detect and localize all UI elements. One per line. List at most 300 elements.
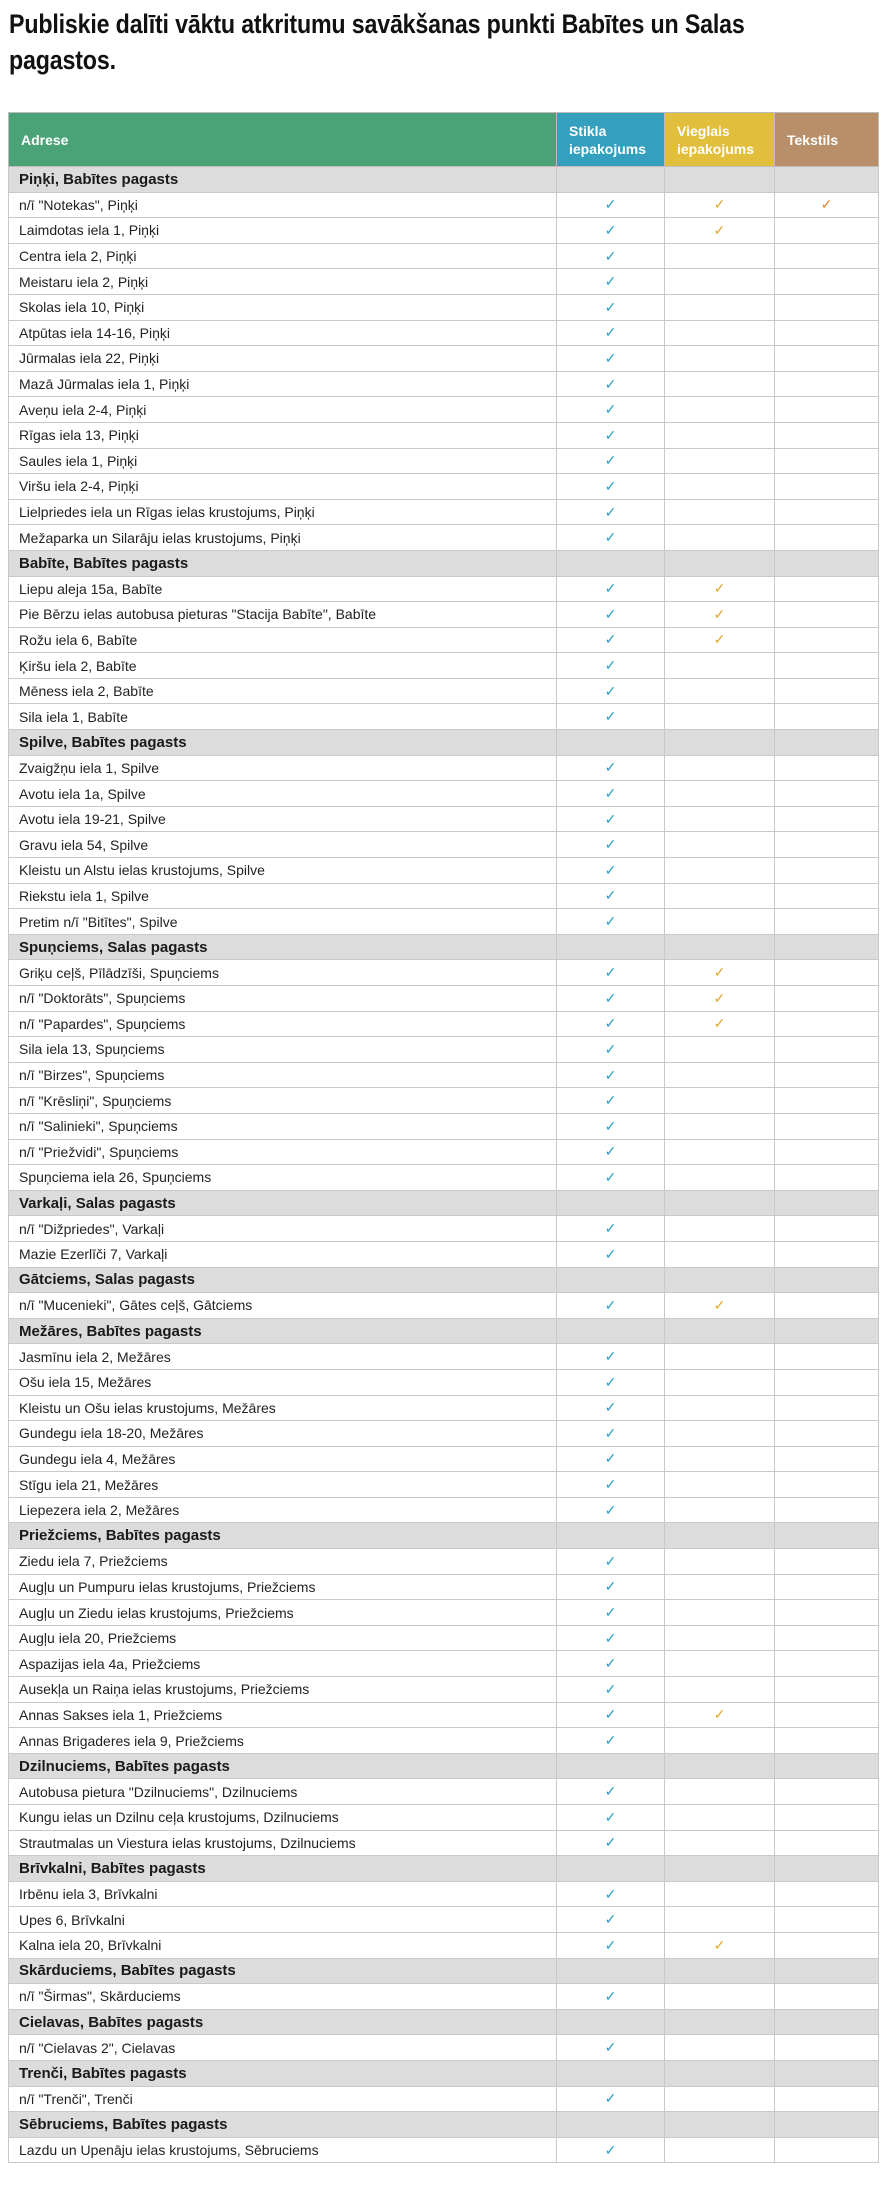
glass-check-icon: ✓ xyxy=(557,1011,665,1037)
group-empty-cell xyxy=(775,1267,879,1293)
group-name: Mežāres, Babītes pagasts xyxy=(9,1318,557,1344)
light-packaging-check-icon: ✓ xyxy=(665,1293,775,1319)
group-empty-cell xyxy=(665,1267,775,1293)
glass-check-icon: ✓ xyxy=(557,1600,665,1626)
light-empty-cell xyxy=(665,1549,775,1575)
light-empty-cell xyxy=(665,2137,775,2163)
address-cell: Zvaigžņu iela 1, Spilve xyxy=(9,755,557,781)
textile-empty-cell xyxy=(775,1907,879,1933)
light-empty-cell xyxy=(665,1625,775,1651)
glass-check-icon: ✓ xyxy=(557,1139,665,1165)
address-cell: Riekstu iela 1, Spilve xyxy=(9,883,557,909)
light-empty-cell xyxy=(665,1907,775,1933)
group-empty-cell xyxy=(557,934,665,960)
light-packaging-check-icon: ✓ xyxy=(665,1702,775,1728)
textile-empty-cell xyxy=(775,1984,879,2010)
table-row xyxy=(9,653,879,679)
glass-check-icon: ✓ xyxy=(557,1677,665,1703)
light-empty-cell xyxy=(665,422,775,448)
light-empty-cell xyxy=(665,704,775,730)
textile-empty-cell xyxy=(775,1677,879,1703)
table-row xyxy=(9,1932,879,1958)
address-cell: Viršu iela 2-4, Piņķi xyxy=(9,474,557,500)
table-row xyxy=(9,1062,879,1088)
table-row xyxy=(9,1984,879,2010)
group-header-row xyxy=(9,1753,879,1779)
table-row xyxy=(9,1497,879,1523)
glass-check-icon: ✓ xyxy=(557,474,665,500)
textile-empty-cell xyxy=(775,1241,879,1267)
group-empty-cell xyxy=(557,1753,665,1779)
group-empty-cell xyxy=(775,1753,879,1779)
address-cell: Atpūtas iela 14-16, Piņķi xyxy=(9,320,557,346)
group-empty-cell xyxy=(557,1190,665,1216)
group-empty-cell xyxy=(557,2112,665,2138)
group-empty-cell xyxy=(557,550,665,576)
glass-check-icon: ✓ xyxy=(557,653,665,679)
light-empty-cell xyxy=(665,499,775,525)
address-cell: Augļu iela 20, Priežciems xyxy=(9,1625,557,1651)
glass-check-icon: ✓ xyxy=(557,1165,665,1191)
group-name: Spilve, Babītes pagasts xyxy=(9,730,557,756)
glass-check-icon: ✓ xyxy=(557,2035,665,2061)
light-empty-cell xyxy=(665,294,775,320)
textile-empty-cell xyxy=(775,243,879,269)
address-cell: Avotu iela 19-21, Spilve xyxy=(9,806,557,832)
address-cell: Laimdotas iela 1, Piņķi xyxy=(9,218,557,244)
glass-check-icon: ✓ xyxy=(557,832,665,858)
glass-check-icon: ✓ xyxy=(557,1497,665,1523)
glass-check-icon: ✓ xyxy=(557,602,665,628)
textile-empty-cell xyxy=(775,832,879,858)
light-packaging-check-icon: ✓ xyxy=(665,960,775,986)
table-row xyxy=(9,960,879,986)
address-cell: Lazdu un Upenāju ielas krustojums, Sēbruciems xyxy=(9,2137,557,2163)
light-empty-cell xyxy=(665,1881,775,1907)
light-empty-cell xyxy=(665,1574,775,1600)
glass-check-icon: ✓ xyxy=(557,448,665,474)
light-empty-cell xyxy=(665,1369,775,1395)
table-row xyxy=(9,1907,879,1933)
textile-empty-cell xyxy=(775,1728,879,1754)
group-name: Piņķi, Babītes pagasts xyxy=(9,167,557,193)
table-row xyxy=(9,2137,879,2163)
glass-check-icon: ✓ xyxy=(557,576,665,602)
glass-check-icon: ✓ xyxy=(557,1805,665,1831)
address-cell: Ķiršu iela 2, Babīte xyxy=(9,653,557,679)
table-row xyxy=(9,1369,879,1395)
group-name: Priežciems, Babītes pagasts xyxy=(9,1523,557,1549)
light-empty-cell xyxy=(665,525,775,551)
collection-points-table-wrapper xyxy=(8,112,878,2163)
address-cell: Sila iela 1, Babīte xyxy=(9,704,557,730)
group-empty-cell xyxy=(665,1190,775,1216)
table-body xyxy=(9,167,879,2163)
group-empty-cell xyxy=(557,167,665,193)
textile-empty-cell xyxy=(775,1088,879,1114)
address-cell: n/ī "Priežvidi", Spuņciems xyxy=(9,1139,557,1165)
table-row xyxy=(9,1139,879,1165)
textile-empty-cell xyxy=(775,678,879,704)
group-name: Sēbruciems, Babītes pagasts xyxy=(9,2112,557,2138)
textile-empty-cell xyxy=(775,294,879,320)
address-cell: Lielpriedes iela un Rīgas ielas krustojums, Piņķi xyxy=(9,499,557,525)
textile-empty-cell xyxy=(775,397,879,423)
glass-check-icon: ✓ xyxy=(557,1907,665,1933)
glass-check-icon: ✓ xyxy=(557,2086,665,2112)
table-row xyxy=(9,218,879,244)
textile-empty-cell xyxy=(775,1446,879,1472)
address-cell: Ošu iela 15, Mežāres xyxy=(9,1369,557,1395)
address-cell: Mežaparka un Silarāju ielas krustojums, Piņķi xyxy=(9,525,557,551)
table-row xyxy=(9,1574,879,1600)
textile-empty-cell xyxy=(775,806,879,832)
textile-empty-cell xyxy=(775,1293,879,1319)
textile-empty-cell xyxy=(775,499,879,525)
glass-check-icon: ✓ xyxy=(557,1779,665,1805)
address-cell: Ausekļa un Raiņa ielas krustojums, Priežciems xyxy=(9,1677,557,1703)
glass-check-icon: ✓ xyxy=(557,1625,665,1651)
group-header-row xyxy=(9,2009,879,2035)
group-empty-cell xyxy=(557,730,665,756)
address-cell: Gravu iela 54, Spilve xyxy=(9,832,557,858)
group-empty-cell xyxy=(775,2060,879,2086)
table-row xyxy=(9,1088,879,1114)
table-row xyxy=(9,909,879,935)
group-empty-cell xyxy=(665,1318,775,1344)
table-row xyxy=(9,269,879,295)
textile-empty-cell xyxy=(775,781,879,807)
glass-check-icon: ✓ xyxy=(557,218,665,244)
address-cell: Rīgas iela 13, Piņķi xyxy=(9,422,557,448)
column-header-address: Adrese xyxy=(9,113,557,167)
table-row xyxy=(9,1805,879,1831)
address-cell: n/ī "Krēsliņi", Spuņciems xyxy=(9,1088,557,1114)
group-name: Babīte, Babītes pagasts xyxy=(9,550,557,576)
glass-check-icon: ✓ xyxy=(557,1984,665,2010)
light-empty-cell xyxy=(665,1984,775,2010)
table-row xyxy=(9,576,879,602)
address-cell: Mēness iela 2, Babīte xyxy=(9,678,557,704)
light-packaging-check-icon: ✓ xyxy=(665,218,775,244)
group-empty-cell xyxy=(557,1856,665,1882)
table-row xyxy=(9,1241,879,1267)
textile-empty-cell xyxy=(775,1216,879,1242)
address-cell: Gundegu iela 18-20, Mežāres xyxy=(9,1421,557,1447)
light-empty-cell xyxy=(665,320,775,346)
glass-check-icon: ✓ xyxy=(557,627,665,653)
glass-check-icon: ✓ xyxy=(557,1216,665,1242)
table-row xyxy=(9,1779,879,1805)
group-name: Dzilnuciems, Babītes pagasts xyxy=(9,1753,557,1779)
textile-empty-cell xyxy=(775,1881,879,1907)
group-header-row xyxy=(9,1267,879,1293)
glass-check-icon: ✓ xyxy=(557,1088,665,1114)
glass-check-icon: ✓ xyxy=(557,192,665,218)
glass-check-icon: ✓ xyxy=(557,781,665,807)
group-header-row xyxy=(9,550,879,576)
address-cell: Centra iela 2, Piņķi xyxy=(9,243,557,269)
light-packaging-check-icon: ✓ xyxy=(665,1932,775,1958)
light-empty-cell xyxy=(665,1165,775,1191)
table-row xyxy=(9,1651,879,1677)
textile-empty-cell xyxy=(775,1600,879,1626)
address-cell: Saules iela 1, Piņķi xyxy=(9,448,557,474)
light-empty-cell xyxy=(665,755,775,781)
glass-check-icon: ✓ xyxy=(557,1344,665,1370)
table-row xyxy=(9,1702,879,1728)
address-cell: Stīgu iela 21, Mežāres xyxy=(9,1472,557,1498)
table-row xyxy=(9,1344,879,1370)
table-row xyxy=(9,1830,879,1856)
address-cell: n/ī "Salinieki", Spuņciems xyxy=(9,1113,557,1139)
address-cell: Ziedu iela 7, Priežciems xyxy=(9,1549,557,1575)
address-cell: n/ī "Cielavas 2", Cielavas xyxy=(9,2035,557,2061)
group-empty-cell xyxy=(557,2009,665,2035)
table-row xyxy=(9,1549,879,1575)
textile-empty-cell xyxy=(775,1932,879,1958)
textile-empty-cell xyxy=(775,1497,879,1523)
address-cell: Aspazijas iela 4a, Priežciems xyxy=(9,1651,557,1677)
glass-check-icon: ✓ xyxy=(557,1881,665,1907)
address-cell: Kleistu un Alstu ielas krustojums, Spilve xyxy=(9,858,557,884)
light-empty-cell xyxy=(665,2035,775,2061)
light-empty-cell xyxy=(665,269,775,295)
table-row xyxy=(9,397,879,423)
light-empty-cell xyxy=(665,653,775,679)
textile-empty-cell xyxy=(775,1574,879,1600)
group-header-row xyxy=(9,1958,879,1984)
address-cell: Meistaru iela 2, Piņķi xyxy=(9,269,557,295)
address-cell: Mazie Ezerlīči 7, Varkaļi xyxy=(9,1241,557,1267)
textile-empty-cell xyxy=(775,474,879,500)
group-empty-cell xyxy=(665,934,775,960)
glass-check-icon: ✓ xyxy=(557,525,665,551)
textile-empty-cell xyxy=(775,858,879,884)
group-empty-cell xyxy=(665,167,775,193)
group-header-row xyxy=(9,2112,879,2138)
textile-empty-cell xyxy=(775,1011,879,1037)
address-cell: n/ī "Birzes", Spuņciems xyxy=(9,1062,557,1088)
table-row xyxy=(9,781,879,807)
table-row xyxy=(9,2035,879,2061)
table-row xyxy=(9,474,879,500)
glass-check-icon: ✓ xyxy=(557,755,665,781)
address-cell: Kungu ielas un Dzilnu ceļa krustojums, Dzilnuciems xyxy=(9,1805,557,1831)
group-empty-cell xyxy=(665,1523,775,1549)
address-cell: Aveņu iela 2-4, Piņķi xyxy=(9,397,557,423)
glass-check-icon: ✓ xyxy=(557,1037,665,1063)
collection-points-table xyxy=(8,112,879,2163)
glass-check-icon: ✓ xyxy=(557,346,665,372)
table-row xyxy=(9,832,879,858)
textile-empty-cell xyxy=(775,909,879,935)
glass-check-icon: ✓ xyxy=(557,960,665,986)
address-cell: Augļu un Pumpuru ielas krustojums, Priežciems xyxy=(9,1574,557,1600)
textile-empty-cell xyxy=(775,371,879,397)
light-empty-cell xyxy=(665,346,775,372)
light-empty-cell xyxy=(665,1421,775,1447)
group-empty-cell xyxy=(557,1523,665,1549)
address-cell: Spuņciema iela 26, Spuņciems xyxy=(9,1165,557,1191)
textile-empty-cell xyxy=(775,2035,879,2061)
group-empty-cell xyxy=(557,1318,665,1344)
table-row xyxy=(9,1446,879,1472)
table-row xyxy=(9,243,879,269)
light-empty-cell xyxy=(665,858,775,884)
address-cell: Griķu ceļš, Pīlādzīši, Spuņciems xyxy=(9,960,557,986)
glass-check-icon: ✓ xyxy=(557,422,665,448)
group-empty-cell xyxy=(665,1856,775,1882)
address-cell: Liepu aleja 15a, Babīte xyxy=(9,576,557,602)
textile-empty-cell xyxy=(775,1549,879,1575)
light-empty-cell xyxy=(665,2086,775,2112)
table-row xyxy=(9,1625,879,1651)
light-empty-cell xyxy=(665,806,775,832)
light-empty-cell xyxy=(665,448,775,474)
table-row xyxy=(9,1165,879,1191)
table-row xyxy=(9,806,879,832)
table-row xyxy=(9,678,879,704)
textile-empty-cell xyxy=(775,1702,879,1728)
light-empty-cell xyxy=(665,1216,775,1242)
light-empty-cell xyxy=(665,371,775,397)
group-empty-cell xyxy=(665,730,775,756)
light-packaging-check-icon: ✓ xyxy=(665,602,775,628)
glass-check-icon: ✓ xyxy=(557,499,665,525)
textile-empty-cell xyxy=(775,1625,879,1651)
address-cell: Upes 6, Brīvkalni xyxy=(9,1907,557,1933)
light-empty-cell xyxy=(665,1088,775,1114)
light-empty-cell xyxy=(665,1805,775,1831)
glass-check-icon: ✓ xyxy=(557,704,665,730)
glass-check-icon: ✓ xyxy=(557,1369,665,1395)
table-row xyxy=(9,346,879,372)
textile-empty-cell xyxy=(775,1472,879,1498)
group-empty-cell xyxy=(775,2112,879,2138)
address-cell: n/ī "Notekas", Piņķi xyxy=(9,192,557,218)
table-row xyxy=(9,883,879,909)
table-row xyxy=(9,755,879,781)
light-packaging-check-icon: ✓ xyxy=(665,627,775,653)
group-header-row xyxy=(9,934,879,960)
group-header-row xyxy=(9,730,879,756)
glass-check-icon: ✓ xyxy=(557,806,665,832)
light-empty-cell xyxy=(665,781,775,807)
light-empty-cell xyxy=(665,243,775,269)
table-row xyxy=(9,1011,879,1037)
light-empty-cell xyxy=(665,397,775,423)
table-row xyxy=(9,627,879,653)
glass-check-icon: ✓ xyxy=(557,1293,665,1319)
group-header-row xyxy=(9,167,879,193)
group-name: Skārduciems, Babītes pagasts xyxy=(9,1958,557,1984)
light-empty-cell xyxy=(665,1139,775,1165)
table-row xyxy=(9,320,879,346)
textile-empty-cell xyxy=(775,576,879,602)
group-empty-cell xyxy=(775,1318,879,1344)
group-header-row xyxy=(9,1523,879,1549)
table-row xyxy=(9,499,879,525)
light-empty-cell xyxy=(665,1728,775,1754)
glass-check-icon: ✓ xyxy=(557,269,665,295)
light-packaging-check-icon: ✓ xyxy=(665,192,775,218)
glass-check-icon: ✓ xyxy=(557,1395,665,1421)
textile-empty-cell xyxy=(775,448,879,474)
group-empty-cell xyxy=(775,934,879,960)
address-cell: Avotu iela 1a, Spilve xyxy=(9,781,557,807)
textile-empty-cell xyxy=(775,1037,879,1063)
light-empty-cell xyxy=(665,1472,775,1498)
textile-empty-cell xyxy=(775,627,879,653)
textile-empty-cell xyxy=(775,422,879,448)
group-empty-cell xyxy=(775,1958,879,1984)
textile-empty-cell xyxy=(775,218,879,244)
textile-empty-cell xyxy=(775,1830,879,1856)
textile-empty-cell xyxy=(775,960,879,986)
textile-empty-cell xyxy=(775,883,879,909)
address-cell: n/ī "Doktorāts", Spuņciems xyxy=(9,986,557,1012)
glass-check-icon: ✓ xyxy=(557,1472,665,1498)
address-cell: Jasmīnu iela 2, Mežāres xyxy=(9,1344,557,1370)
light-empty-cell xyxy=(665,1037,775,1063)
group-name: Varkaļi, Salas pagasts xyxy=(9,1190,557,1216)
group-empty-cell xyxy=(557,2060,665,2086)
group-empty-cell xyxy=(665,1958,775,1984)
table-row xyxy=(9,1395,879,1421)
textile-empty-cell xyxy=(775,602,879,628)
table-row xyxy=(9,371,879,397)
textile-empty-cell xyxy=(775,1805,879,1831)
light-empty-cell xyxy=(665,1651,775,1677)
column-header-glass-packaging: Stikla iepakojums xyxy=(557,113,665,167)
group-header-row xyxy=(9,1318,879,1344)
textile-empty-cell xyxy=(775,1651,879,1677)
address-cell: Annas Sakses iela 1, Priežciems xyxy=(9,1702,557,1728)
group-header-row xyxy=(9,1856,879,1882)
table-row xyxy=(9,704,879,730)
textile-empty-cell xyxy=(775,1779,879,1805)
glass-check-icon: ✓ xyxy=(557,1574,665,1600)
address-cell: Mazā Jūrmalas iela 1, Piņķi xyxy=(9,371,557,397)
group-name: Brīvkalni, Babītes pagasts xyxy=(9,1856,557,1882)
light-empty-cell xyxy=(665,678,775,704)
address-cell: Skolas iela 10, Piņķi xyxy=(9,294,557,320)
table-row xyxy=(9,294,879,320)
table-row xyxy=(9,1600,879,1626)
group-name: Gātciems, Salas pagasts xyxy=(9,1267,557,1293)
textile-empty-cell xyxy=(775,1062,879,1088)
textile-empty-cell xyxy=(775,320,879,346)
light-empty-cell xyxy=(665,1600,775,1626)
textile-empty-cell xyxy=(775,346,879,372)
address-cell: Pie Bērzu ielas autobusa pieturas "Stacija Babīte", Babīte xyxy=(9,602,557,628)
table-row xyxy=(9,2086,879,2112)
address-cell: n/ī "Dižpriedes", Varkaļi xyxy=(9,1216,557,1242)
address-cell: n/ī "Papardes", Spuņciems xyxy=(9,1011,557,1037)
table-row xyxy=(9,448,879,474)
textile-empty-cell xyxy=(775,1139,879,1165)
glass-check-icon: ✓ xyxy=(557,371,665,397)
group-empty-cell xyxy=(775,2009,879,2035)
table-row xyxy=(9,858,879,884)
column-header-textile: Tekstils xyxy=(775,113,879,167)
address-cell: Rožu iela 6, Babīte xyxy=(9,627,557,653)
address-cell: n/ī "Trenči", Trenči xyxy=(9,2086,557,2112)
glass-check-icon: ✓ xyxy=(557,883,665,909)
address-cell: Kalna iela 20, Brīvkalni xyxy=(9,1932,557,1958)
address-cell: Augļu un Ziedu ielas krustojums, Priežciems xyxy=(9,1600,557,1626)
